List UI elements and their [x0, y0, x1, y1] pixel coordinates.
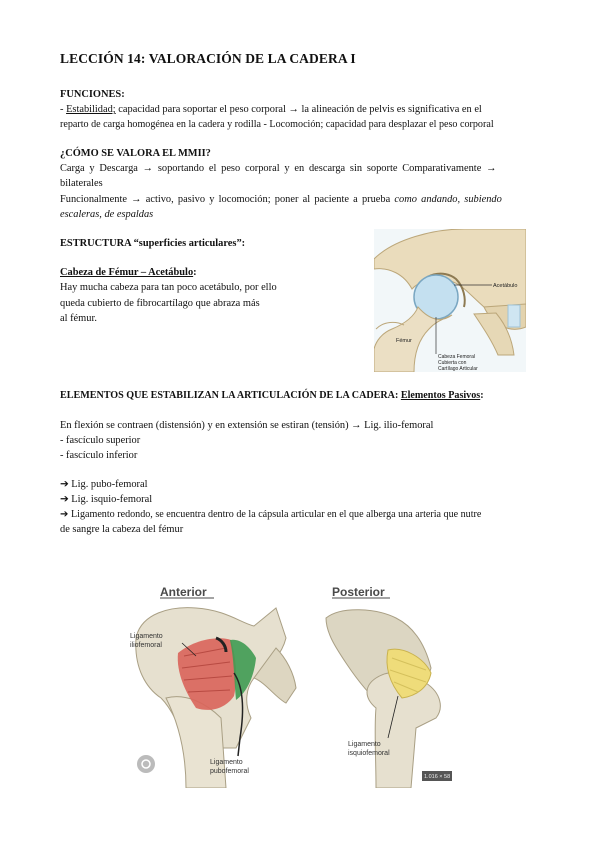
ligaments-figure: [126, 578, 452, 788]
elementos-item-3: ➔ Ligamento redondo, se encuentra dentro de la cápsula articular en el que alberga una arteria que nutre: [60, 509, 482, 520]
label-ilio-1: Ligamento: [130, 633, 163, 640]
valora-line-3: Funcionalmente → activo, pasivo y locomoción; poner al paciente a prueba como andando, subiendo: [60, 194, 502, 205]
hip-joint-illustration: [374, 229, 526, 372]
funciones-heading: FUNCIONES:: [60, 89, 125, 100]
label-isquio-2: isquiofemoral: [348, 750, 390, 757]
label-cabeza-2: Cubierta con: [438, 360, 467, 366]
elementos-line-3: - fascículo inferior: [60, 450, 138, 461]
elementos-heading: ELEMENTOS QUE ESTABILIZAN LA ARTICULACIÓN DE LA CADERA: Elementos Pasivos:: [60, 390, 484, 401]
size-badge: 1.016 × 58: [424, 774, 451, 780]
estructura-subheading: Cabeza de Fémur – Acetábulo:: [60, 267, 197, 278]
posterior-title: Posterior: [332, 585, 385, 599]
label-cabeza-1: Cabeza Femoral: [438, 354, 475, 360]
hip-joint-figure: [374, 229, 526, 372]
elementos-item-2: ➔ Lig. isquio-femoral: [60, 494, 153, 505]
elementos-item-3b: de sangre la cabeza del fémur: [60, 524, 184, 535]
page-title: LECCIÓN 14: VALORACIÓN DE LA CADERA I: [60, 51, 356, 66]
estructura-line-2: queda cubierto de fibrocartílago que abraza más: [60, 298, 260, 309]
label-ilio-2: iliofemoral: [130, 642, 162, 649]
valora-heading: ¿CÓMO SE VALORA EL MMII?: [60, 148, 211, 159]
ligaments-illustration: [126, 578, 452, 788]
label-isquio-1: Ligamento: [348, 741, 381, 748]
estructura-line-1: Hay mucha cabeza para tan poco acetábulo, por ello: [60, 282, 277, 293]
label-femur: Fémur: [396, 338, 412, 344]
funciones-line-2: reparto de carga homogénea en la cadera y rodilla - Locomoción; capacidad para desplazar el peso corporal: [60, 119, 494, 130]
label-pubo-2: pubofemoral: [210, 768, 249, 775]
label-cabeza-3: Cartílago Articular: [438, 366, 478, 372]
valora-line-1: Carga y Descarga → soportando el peso corporal y en descarga sin soporte Comparativamente →: [60, 163, 497, 174]
estabilidad-label: Estabilidad;: [66, 104, 116, 115]
anterior-title: Anterior: [160, 585, 207, 599]
elementos-item-1: ➔ Lig. pubo-femoral: [60, 479, 148, 490]
valora-line-4: escaleras, de espaldas: [60, 209, 154, 220]
estructura-line-3: al fémur.: [60, 313, 97, 324]
elementos-line-1: En flexión se contraen (distensión) y en extensión se estiran (tensión) → Lig. ilio-femoral: [60, 420, 434, 431]
estructura-heading: ESTRUCTURA “superficies articulares”:: [60, 238, 246, 249]
funciones-line-1: - Estabilidad; capacidad para soportar el peso corporal → la alineación de pelvis es significativa en el: [60, 104, 482, 115]
label-pubo-1: Ligamento: [210, 759, 243, 766]
label-acetabulo: Acetábulo: [493, 283, 518, 289]
elementos-line-2: - fascículo superior: [60, 435, 141, 446]
valora-line-2: bilaterales: [60, 178, 103, 189]
